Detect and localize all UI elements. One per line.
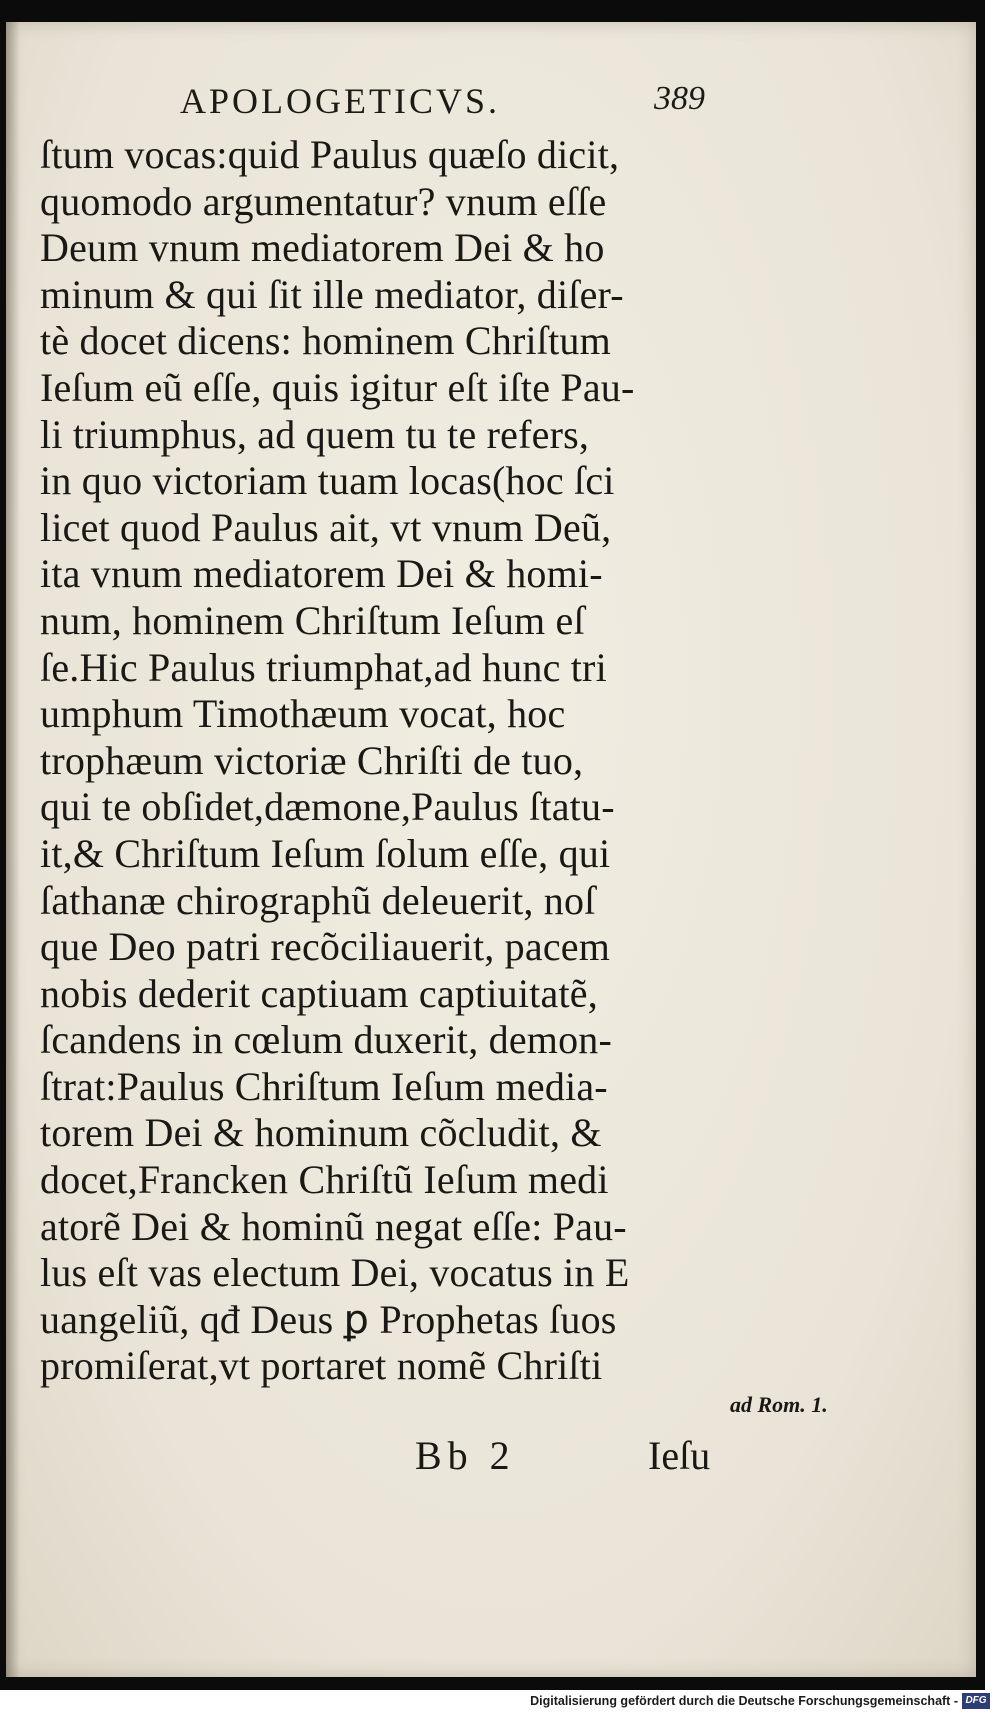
running-head: APOLOGETICVS.	[180, 81, 501, 121]
text-line: lus eſt vas electum Dei, vocatus in E	[40, 1250, 630, 1296]
text-line: licet quod Paulus ait, vt vnum Deũ,	[40, 504, 612, 550]
text-line: num, hominem Chriſtum Ieſum eſ	[40, 597, 585, 643]
text-line: ſe.Hic Paulus triumphat,ad hunc tri	[40, 644, 607, 690]
catchword: Ieſu	[648, 1433, 711, 1478]
text-line: nobis dederit captiuam captiuitatẽ,	[40, 970, 598, 1016]
text-line: ſtrat:Paulus Chriſtum Ieſum media-	[40, 1063, 608, 1109]
text-line: que Deo patri recõciliauerit, pacem	[40, 924, 611, 970]
signature-mark: Bb 2	[415, 1433, 516, 1478]
text-line: qui te obſidet,dæmone,Paulus ſtatu-	[40, 784, 615, 830]
text-line: uangeliũ, qđ Deus ꝑ Prophetas ſuos	[40, 1296, 617, 1342]
marginal-note: ad Rom. 1.	[730, 1392, 828, 1417]
text-line: tè docet dicens: hominem Chriſtum	[40, 318, 611, 364]
text-line: trophæum victoriæ Chriſti de tuo,	[40, 737, 584, 783]
text-line: torem Dei & hominum cõcludit, &	[40, 1110, 602, 1156]
text-line: Deum vnum mediatorem Dei & ho	[40, 225, 605, 271]
text-line: Ieſum eũ eſſe, quis igitur eſt iſte Pau-	[40, 364, 635, 410]
dfg-logo: DFG	[962, 1693, 990, 1709]
footer-credit: Digitalisierung gefördert durch die Deutsche Forschungsgemeinschaft -	[530, 1694, 958, 1708]
body-text	[40, 132, 740, 1390]
text-line: it,& Chriſtum Ieſum ſolum eſſe, qui	[40, 830, 611, 876]
text-line: li triumphus, ad quem tu te refers,	[40, 411, 590, 457]
text-line: umphum Timothæum vocat, hoc	[40, 691, 566, 737]
text-line: in quo victoriam tuam locas(hoc ſci	[40, 458, 615, 504]
text-line: atorẽ Dei & hominũ negat eſſe: Pau-	[40, 1203, 627, 1249]
text-line: quomodo argumentatur? vnum eſſe	[40, 178, 607, 224]
text-line: ſcandens in cœlum duxerit, demon-	[40, 1017, 613, 1063]
text-line: ſathanæ chirographũ deleuerit, noſ	[40, 877, 596, 923]
text-line: ſtum vocas:quid Paulus quæſo dicit,	[40, 132, 620, 177]
gutter-shadow	[6, 22, 20, 1677]
page-number: 389	[654, 80, 705, 117]
text-line: ita vnum mediatorem Dei & homi-	[40, 551, 603, 597]
text-line: minum & qui ſit ille mediator, diſer-	[40, 271, 624, 317]
text-line: docet,Francken Chriſtũ Ieſum medi	[40, 1157, 609, 1203]
text-line: promiſerat,vt portaret nomẽ Chriſti	[40, 1343, 603, 1389]
